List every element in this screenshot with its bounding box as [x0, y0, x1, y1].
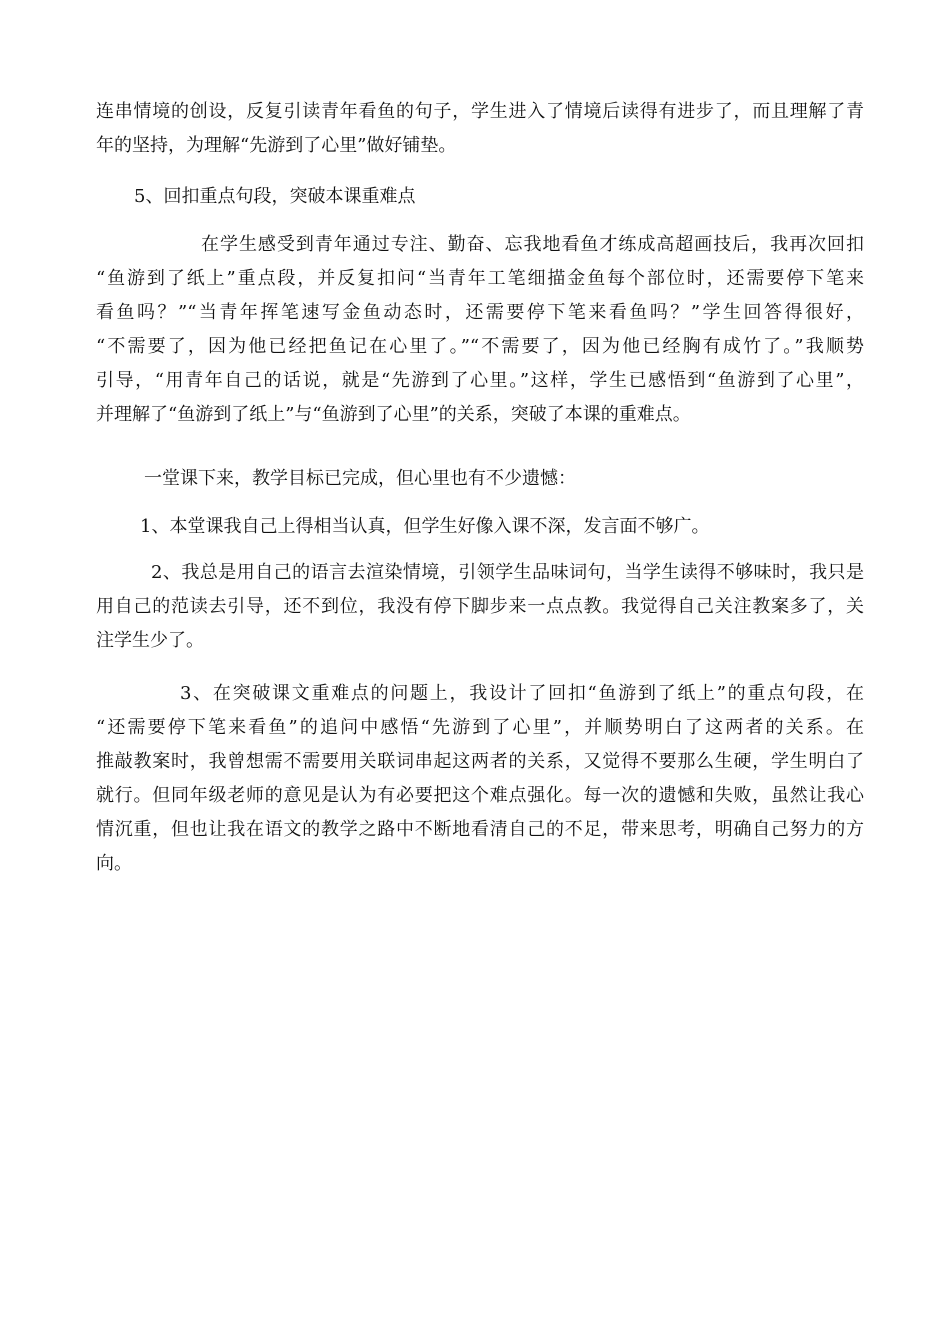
text-line: 连串情境的创设，反复引读青年看鱼的句子，学生进入了情境后读得有进步了，而且理解了青 [96, 101, 864, 122]
text-line: 注学生少了。 [96, 630, 204, 651]
paragraph-2-heading [134, 180, 864, 214]
text-line: 用自己的范读去引导，还不到位，我没有停下脚步来一点点教。我觉得自己关注教案多了，关 [96, 596, 864, 617]
text-line: 5、回扣重点句段，突破本课重难点 [134, 186, 416, 207]
text-line: 情沉重，但也让我在语文的教学之路中不断地看清自己的不足，带来思考，明确自己努力的方 [96, 819, 864, 840]
paragraph-4 [144, 462, 864, 496]
text-line: 推敲教案时，我曾想需不需要用关联词串起这两者的关系，又觉得不要那么生硬，学生明白了 [96, 751, 864, 772]
paragraph-7 [96, 677, 864, 881]
text-line: 并理解了“鱼游到了纸上”与“鱼游到了心里”的关系，突破了本课的重难点。 [96, 404, 691, 425]
text-line: 就行。但同年级老师的意见是认为有必要把这个难点强化。每一次的遗憾和失败，虽然让我心 [96, 785, 864, 806]
text-line: “不需要了，因为他已经把鱼记在心里了。”“不需要了，因为他已经胸有成竹了。”我顺势 [96, 336, 864, 357]
text-line: 2、我总是用自己的语言去渲染情境，引领学生品味词句，当学生读得不够味时，我只是 [151, 562, 864, 583]
text-line: 在学生感受到青年通过专注、勤奋、忘我地看鱼才练成高超画技后，我再次回扣 [201, 234, 864, 255]
text-line: 向。 [96, 853, 132, 874]
text-line: 3、在突破课文重难点的问题上，我设计了回扣“鱼游到了纸上”的重点句段，在 [180, 683, 864, 704]
paragraph-1 [96, 95, 864, 163]
paragraph-3 [96, 228, 864, 432]
text-line: 1、本堂课我自己上得相当认真，但学生好像入课不深，发言面不够广。 [140, 516, 710, 537]
text-line: 看鱼吗？”“当青年挥笔速写金鱼动态时，还需要停下笔来看鱼吗？”学生回答得很好， [96, 302, 864, 323]
paragraph-6 [96, 556, 864, 658]
text-line: “鱼游到了纸上”重点段，并反复扣问“当青年工笔细描金鱼每个部位时，还需要停下笔来 [96, 268, 864, 289]
text-line: 引导，“用青年自己的话说，就是“先游到了心里。”这样，学生已感悟到“鱼游到了心里”， [96, 370, 864, 391]
text-line: 年的坚持，为理解“先游到了心里”做好铺垫。 [96, 135, 457, 156]
paragraph-5 [140, 510, 864, 544]
text-line: 一堂课下来，教学目标已完成，但心里也有不少遗憾： [144, 468, 576, 489]
text-line: “还需要停下笔来看鱼”的追问中感悟“先游到了心里”，并顺势明白了这两者的关系。在 [96, 717, 864, 738]
